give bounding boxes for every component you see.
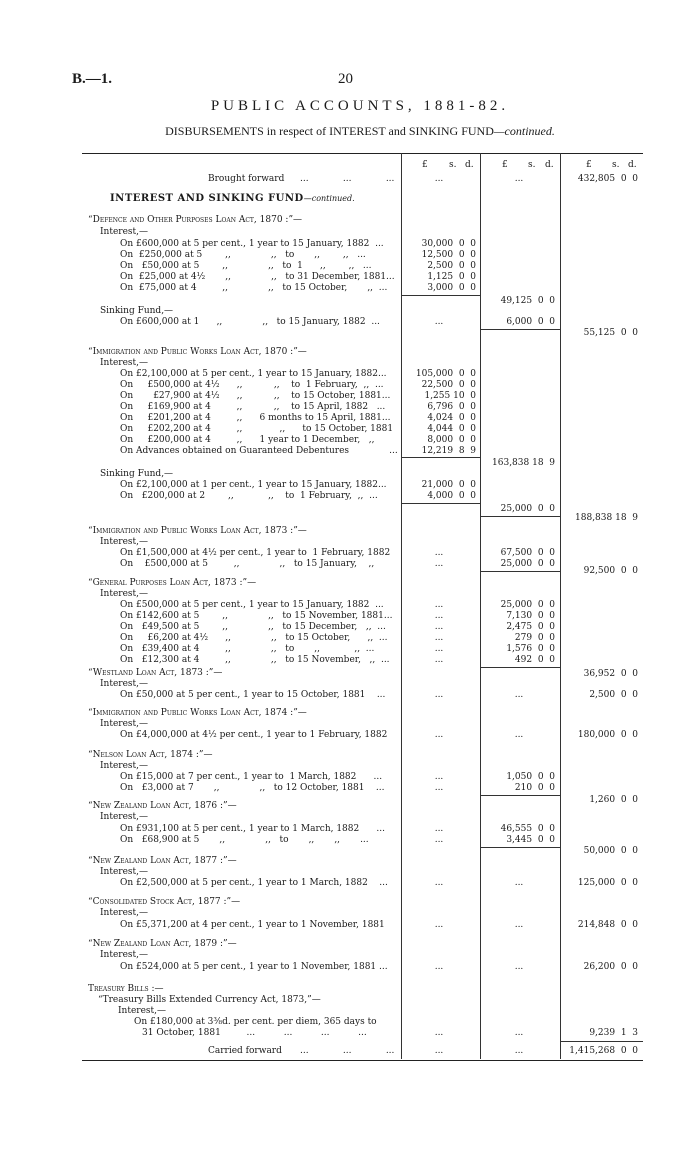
- imm1870-line-0-c1: 105,000 0 0: [415, 369, 476, 379]
- defence-line-3: On £25,000 at 4½ ,, ,, to 31 December, 1881...: [120, 272, 395, 282]
- nz1877-line: On £2,500,000 at 5 per cent., 1 year to 1 March, 1882 ...: [120, 878, 388, 888]
- general1873-line-4-c2: 1,576 0 0: [506, 644, 555, 654]
- general1873-line-3: On £6,200 at 4½ ,, ,, to 15 October, ,, ...: [120, 633, 388, 643]
- general1873-line-0-c2: 25,000 0 0: [500, 600, 555, 610]
- general1873-line-2-c2: 2,475 0 0: [506, 622, 555, 632]
- defence-interest-label: Interest,—: [100, 227, 149, 237]
- col3-pence-header: d.: [628, 160, 637, 170]
- section-heading-title: INTEREST AND SINKING FUND: [110, 193, 304, 204]
- general1873-line-2-c1: ...: [434, 622, 444, 632]
- general1873-rule: [481, 667, 560, 668]
- defence-total: 55,125 0 0: [583, 328, 638, 338]
- nelson-rule: [481, 795, 560, 796]
- brought-forward-total: 432,805 0 0: [577, 174, 638, 184]
- nz1877-act-title: “New Zealand Loan Act, 1877 :”—: [88, 856, 237, 866]
- carried-forward-c2: ...: [514, 1046, 524, 1056]
- general1873-act-title: “General Purposes Loan Act, 1873 :”—: [88, 578, 257, 588]
- col3-shilling-header: s.: [612, 160, 620, 170]
- carried-forward-c1: ...: [434, 1046, 444, 1056]
- imm1870-line-4-c1: 4,024 0 0: [427, 413, 476, 423]
- imm1870-line-5-c1: 4,044 0 0: [427, 424, 476, 434]
- brought-forward-c1: ...: [434, 174, 444, 184]
- nelson-line-0-c2: 1,050 0 0: [506, 772, 555, 782]
- page-subtitle: [80, 124, 640, 139]
- imm1870-line-2: On £27,900 at 4½ ,, ,, to 15 October, 1881...: [120, 391, 391, 401]
- nz1876-total: 50,000 0 0: [583, 846, 638, 856]
- imm1870-sinking-line-1-c1: 4,000 0 0: [427, 491, 476, 501]
- col2-pound-header: £: [502, 160, 508, 170]
- nelson-line-0: On £15,000 at 7 per cent., 1 year to 1 March, 1882 ...: [120, 772, 383, 782]
- nz1876-line-1: On £68,900 at 5 ,, ,, to ,, ,, ...: [120, 835, 369, 845]
- imm1870-rule-3: [481, 516, 560, 517]
- nelson-total: 1,260 0 0: [589, 795, 638, 805]
- general1873-line-0: On £500,000 at 5 per cent., 1 year to 15 January, 1882 ...: [120, 600, 384, 610]
- imm1870-line-6: On £200,000 at 4 ,, 1 year to 1 December, ,,: [120, 435, 375, 445]
- defence-line-4-c1: 3,000 0 0: [427, 283, 476, 293]
- defence-sinking-c1: ...: [434, 317, 444, 327]
- treasury-label: Treasury Bills :—: [88, 984, 164, 994]
- westland-c1: ...: [434, 690, 444, 700]
- col2-pence-header: d.: [545, 160, 554, 170]
- imm1870-line-5: On £202,200 at 4 ,, ,, to 15 October, 1881: [120, 424, 394, 434]
- brought-forward-c2: ...: [514, 174, 524, 184]
- defence-rule: [402, 295, 480, 296]
- imm1870-sinking-label: Sinking Fund,—: [100, 469, 174, 479]
- general1873-line-1-c1: ...: [434, 611, 444, 621]
- imm1870-line-1-c1: 22,500 0 0: [421, 380, 476, 390]
- col1-shilling-header: s.: [449, 160, 457, 170]
- nz1877-c2: ...: [514, 878, 524, 888]
- general1873-line-4-c1: ...: [434, 644, 444, 654]
- nelson-line-1-c2: 210 0 0: [514, 783, 555, 793]
- carried-forward-dots: ... ... ...: [300, 1046, 395, 1056]
- imm1874-interest-label: Interest,—: [100, 719, 149, 729]
- imm1870-total: 188,838 18 9: [575, 513, 638, 523]
- col2-shilling-header: s.: [528, 160, 536, 170]
- imm1870-line-3: On £169,900 at 4 ,, ,, to 15 April, 1882 ...: [120, 402, 386, 412]
- stock1877-line: On £5,371,200 at 4 per cent., 1 year to 1 November, 1881: [120, 920, 385, 930]
- page-ref: B.—1.: [72, 71, 113, 87]
- imm1870-interest-total: 163,838 18 9: [492, 458, 555, 468]
- nz1879-c2: ...: [514, 962, 524, 972]
- nz1876-act-title: “New Zealand Loan Act, 1876 :”—: [88, 801, 237, 811]
- nelson-line-0-c1: ...: [434, 772, 444, 782]
- imm1870-line-6-c1: 8,000 0 0: [427, 435, 476, 445]
- imm1870-sinking-line-1: On £200,000 at 2 ,, ,, to 1 February, ,, ...: [120, 491, 378, 501]
- general1873-line-2: On £49,500 at 5 ,, ,, to 15 December, ,, ...: [120, 622, 386, 632]
- general1873-line-1-c2: 7,130 0 0: [506, 611, 555, 621]
- stock1877-act-title: “Consolidated Stock Act, 1877 :”—: [88, 897, 241, 907]
- general1873-line-3-c1: ...: [434, 633, 444, 643]
- page-title: PUBLIC ACCOUNTS, 1881-82.: [210, 98, 510, 114]
- westland-total: 2,500 0 0: [589, 690, 638, 700]
- imm1873-line-0: On £1,500,000 at 4½ per cent., 1 year to 1 February, 1882: [120, 548, 391, 558]
- nz1879-interest-label: Interest,—: [100, 950, 149, 960]
- carried-forward-total: 1,415,268 0 0: [569, 1046, 638, 1056]
- nz1876-rule: [481, 847, 560, 848]
- treasury-line-2: 31 October, 1881 ... ... ... ...: [142, 1028, 367, 1038]
- imm1873-line-1-c1: ...: [434, 559, 444, 569]
- nz1876-line-0: On £931,100 at 5 per cent., 1 year to 1 March, 1882 ...: [120, 824, 385, 834]
- nz1876-line-0-c2: 46,555 0 0: [500, 824, 555, 834]
- treasury-c2: ...: [514, 1028, 524, 1038]
- imm1870-sinking-line-0-c1: 21,000 0 0: [421, 480, 476, 490]
- stock1877-total: 214,848 0 0: [577, 920, 638, 930]
- nz1876-line-1-c1: ...: [434, 835, 444, 845]
- imm1873-act-title: “Immigration and Public Works Loan Act, 1873 :”—: [88, 526, 307, 536]
- westland-act-title: “Westland Loan Act, 1873 :”—: [88, 668, 223, 678]
- nz1879-total: 26,200 0 0: [583, 962, 638, 972]
- nz1877-interest-label: Interest,—: [100, 867, 149, 877]
- nz1877-c1: ...: [434, 878, 444, 888]
- defence-rule-2: [481, 329, 560, 330]
- brought-forward-label: Brought forward: [208, 174, 285, 184]
- defence-line-0: On £600,000 at 5 per cent., 1 year to 15 January, 1882 ...: [120, 239, 384, 249]
- imm1870-rule-2: [402, 503, 480, 504]
- imm1870-rule: [402, 457, 480, 458]
- stock1877-interest-label: Interest,—: [100, 908, 149, 918]
- general1873-interest-label: Interest,—: [100, 589, 149, 599]
- imm1874-c2: ...: [514, 730, 524, 740]
- defence-line-4: On £75,000 at 4 ,, ,, to 15 October, ,, ...: [120, 283, 388, 293]
- defence-sinking-line: On £600,000 at 1 ,, ,, to 15 January, 1882 ...: [120, 317, 380, 327]
- subtitle-continued: —continued.: [493, 124, 555, 138]
- nz1879-line: On £524,000 at 5 per cent., 1 year to 1 November, 1881 ...: [120, 962, 388, 972]
- nelson-line-1-c1: ...: [434, 783, 444, 793]
- imm1873-line-0-c1: ...: [434, 548, 444, 558]
- treasury-act-title: “Treasury Bills Extended Currency Act, 1873,”—: [98, 995, 321, 1005]
- general1873-line-5: On £12,300 at 4 ,, ,, to 15 November, ,, ...: [120, 655, 390, 665]
- treasury-line-1: On £180,000 at 3⅜d. per cent. per diem, 365 days to: [134, 1017, 377, 1027]
- treasury-total: 9,239 1 3: [589, 1028, 638, 1038]
- nelson-interest-label: Interest,—: [100, 761, 149, 771]
- subtitle-main: DISBURSEMENTS in respect of INTEREST and SINKING FUND: [165, 124, 494, 138]
- imm1873-total: 92,500 0 0: [583, 566, 638, 576]
- imm1873-line-1: On £500,000 at 5 ,, ,, to 15 January, ,,: [120, 559, 375, 569]
- imm1870-line-7-c1: 12,219 8 9: [421, 446, 476, 456]
- stock1877-c1: ...: [434, 920, 444, 930]
- nz1877-total: 125,000 0 0: [577, 878, 638, 888]
- general1873-line-3-c2: 279 0 0: [514, 633, 555, 643]
- defence-interest-total: 49,125 0 0: [500, 296, 555, 306]
- imm1870-line-1: On £500,000 at 4½ ,, ,, to 1 February, ,, ...: [120, 380, 384, 390]
- westland-line: On £50,000 at 5 per cent., 1 year to 15 October, 1881 ...: [120, 690, 386, 700]
- imm1874-act-title: “Immigration and Public Works Loan Act, 1874 :”—: [88, 708, 307, 718]
- westland-c2: ...: [514, 690, 524, 700]
- general1873-line-1: On £142,600 at 5 ,, ,, to 15 November, 1881...: [120, 611, 393, 621]
- nz1876-line-0-c1: ...: [434, 824, 444, 834]
- defence-line-1-c1: 12,500 0 0: [421, 250, 476, 260]
- imm1870-sinking-line-0: On £2,100,000 at 1 per cent., 1 year to 15 January, 1882...: [120, 480, 387, 490]
- imm1874-total: 180,000 0 0: [577, 730, 638, 740]
- column-divider-2: [480, 153, 481, 1059]
- page-number: 20: [338, 71, 353, 87]
- general1873-line-4: On £39,400 at 4 ,, ,, to ,, ,, ...: [120, 644, 375, 654]
- col1-pound-header: £: [422, 160, 428, 170]
- defence-sinking-c2: 6,000 0 0: [506, 317, 555, 327]
- imm1870-line-4: On £201,200 at 4 ,, 6 months to 15 April, 1881...: [120, 413, 391, 423]
- nelson-act-title: “Nelson Loan Act, 1874 :”—: [88, 750, 213, 760]
- section-heading: [110, 193, 355, 204]
- general1873-line-5-c2: 492 0 0: [514, 655, 555, 665]
- brought-forward-dots: ... ... ...: [300, 174, 395, 184]
- nz1876-interest-label: Interest,—: [100, 812, 149, 822]
- defence-line-0-c1: 30,000 0 0: [421, 239, 476, 249]
- general1873-line-0-c1: ...: [434, 600, 444, 610]
- imm1870-interest-label: Interest,—: [100, 358, 149, 368]
- imm1870-line-0: On £2,100,000 at 5 per cent., 1 year to 15 January, 1882...: [120, 369, 387, 379]
- treasury-interest-label: Interest,—: [118, 1006, 167, 1016]
- nz1879-c1: ...: [434, 962, 444, 972]
- section-heading-cont: —continued.: [303, 194, 355, 203]
- defence-line-2: On £50,000 at 5 ,, ,, to 1 ,, ,, ...: [120, 261, 372, 271]
- nelson-line-1: On £3,000 at 7 ,, ,, to 12 October, 1881 ...: [120, 783, 385, 793]
- treasury-c1: ...: [434, 1028, 444, 1038]
- defence-sinking-label: Sinking Fund,—: [100, 306, 174, 316]
- imm1870-line-2-c1: 1,255 10 0: [424, 391, 476, 401]
- treasury-rule: [560, 1041, 643, 1042]
- nz1876-line-1-c2: 3,445 0 0: [506, 835, 555, 845]
- defence-line-3-c1: 1,125 0 0: [427, 272, 476, 282]
- westland-interest-label: Interest,—: [100, 679, 149, 689]
- column-divider-1: [401, 153, 402, 1059]
- nz1879-act-title: “New Zealand Loan Act, 1879 :”—: [88, 939, 237, 949]
- carried-forward-label: Carried forward: [208, 1046, 282, 1056]
- imm1874-line: On £4,000,000 at 4½ per cent., 1 year to 1 February, 1882: [120, 730, 388, 740]
- col1-pence-header: d.: [465, 160, 474, 170]
- general1873-total: 36,952 0 0: [583, 669, 638, 679]
- imm1873-rule: [481, 571, 560, 572]
- col3-pound-header: £: [586, 160, 592, 170]
- imm1873-interest-label: Interest,—: [100, 537, 149, 547]
- stock1877-c2: ...: [514, 920, 524, 930]
- defence-line-1: On £250,000 at 5 ,, ,, to ,, ,, ...: [120, 250, 366, 260]
- imm1874-c1: ...: [434, 730, 444, 740]
- defence-act-title: “Defence and Other Purposes Loan Act, 1870 :”—: [88, 215, 303, 225]
- imm1870-act-title: “Immigration and Public Works Loan Act, 1870 :”—: [88, 347, 307, 357]
- general1873-line-5-c1: ...: [434, 655, 444, 665]
- imm1873-line-1-c2: 25,000 0 0: [500, 559, 555, 569]
- imm1870-line-7: On Advances obtained on Guaranteed Debentures ...: [120, 446, 398, 456]
- imm1870-sinking-total: 25,000 0 0: [500, 504, 555, 514]
- imm1870-line-3-c1: 6,796 0 0: [427, 402, 476, 412]
- defence-line-2-c1: 2,500 0 0: [427, 261, 476, 271]
- imm1873-line-0-c2: 67,500 0 0: [500, 548, 555, 558]
